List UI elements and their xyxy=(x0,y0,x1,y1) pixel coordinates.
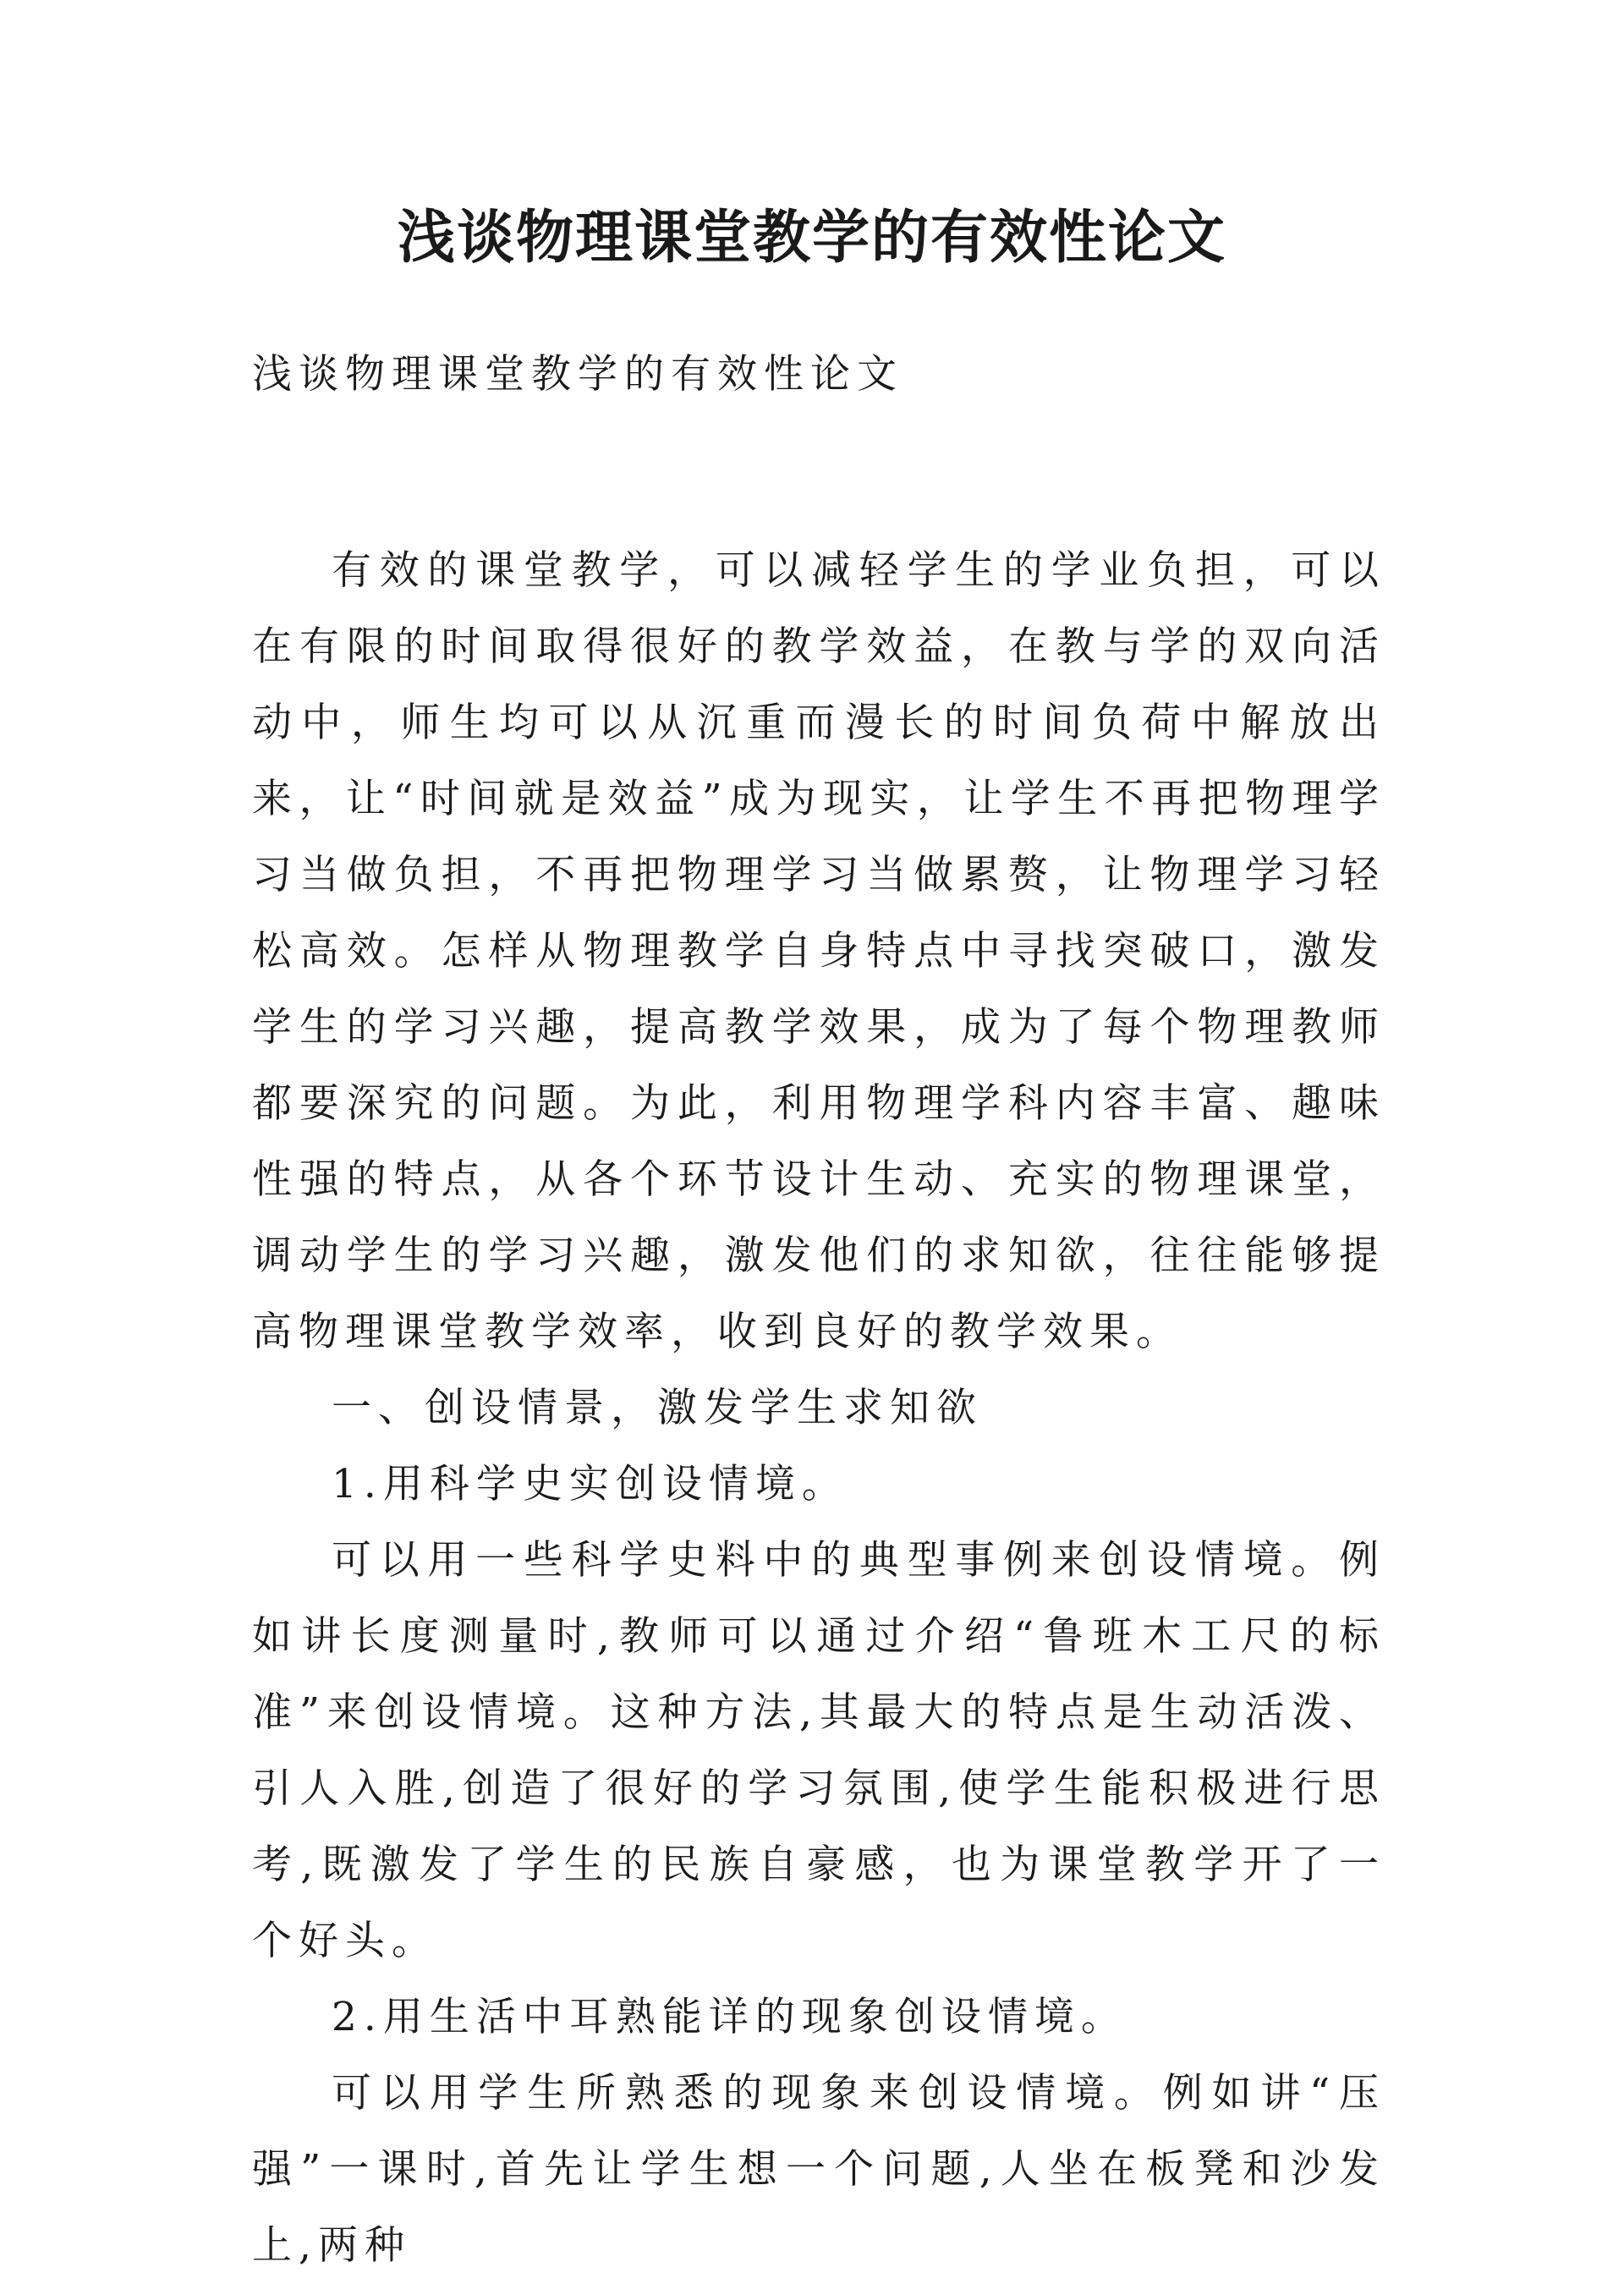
document-title: 浅谈物理课堂教学的有效性论文 xyxy=(397,204,1226,272)
document-subtitle: 浅谈物理课堂教学的有效性论文 xyxy=(252,351,903,398)
subsection-heading-1: 1.用科学史实创设情境。 xyxy=(332,1461,848,1507)
paragraph-intro: 有效的课堂教学，可以减轻学生的学业负担，可以在有限的时间取得很好的教学效益，在教与学的双向活动中，师生均可以从沉重而漫长的时间负荷中解放出来，让“时间就是效益”成为现实，让学生不再把物理学习当做负担，不再把物理学习当做累赘，让物理学习轻松高效。怎样从物理教学自身特点中寻找突破口，激发学生的学习兴趣，提高教学效果，成为了每个物理教师都要深究的问题。为此，利用物理学科内容丰富、趣味性强的特点，从各个环节设计生动、充实的物理课堂，调动学生的学习兴趣，激发他们的求知欲，往往能够提高物理课堂教学效率，收到良好的教学效果。 xyxy=(252,547,1385,1355)
paragraph-pressure: 可以用学生所熟悉的现象来创设情境。例如讲“压强”一课时,首先让学生想一个问题,人坐在板凳和沙发上,两种 xyxy=(252,2070,1385,2269)
subsection-heading-2: 2.用生活中耳熟能详的现象创设情境。 xyxy=(332,1994,1127,2040)
paragraph-history: 可以用一些科学史料中的典型事例来创设情境。例如讲长度测量时,教师可以通过介绍“鲁班木工尺的标准”来创设情境。这种方法,其最大的特点是生动活泼、引人入胜,创造了很好的学习氛围,使学生能积极进行思考,既激发了学生的民族自豪感，也为课堂教学开了一个好头。 xyxy=(252,1537,1385,1964)
document-body xyxy=(252,533,1385,2284)
section-heading-1: 一、创设情景，激发学生求知欲 xyxy=(332,1385,983,1431)
